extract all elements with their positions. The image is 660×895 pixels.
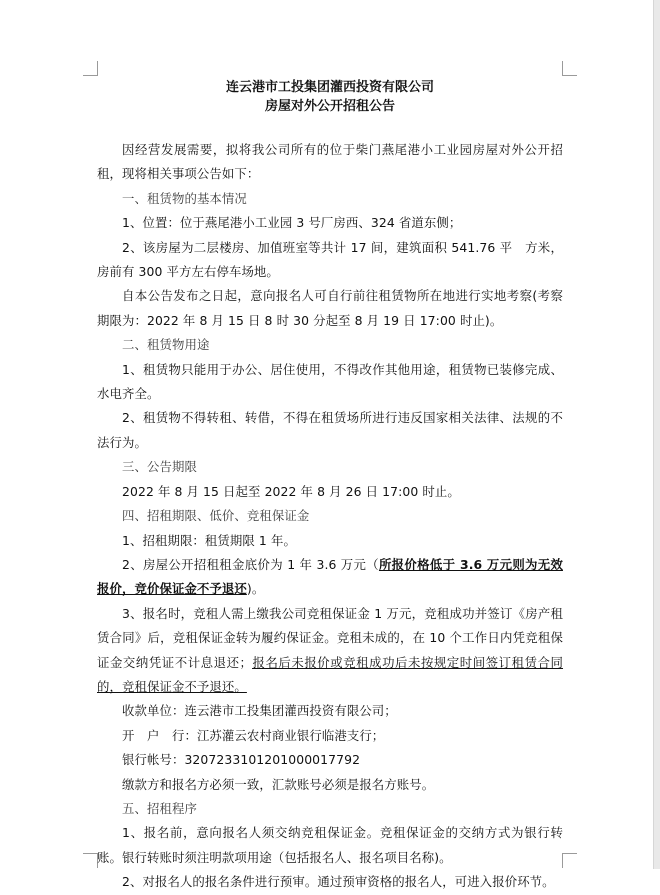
document-body <box>97 138 563 895</box>
text-run: 3、报名时，竞租人需上缴我公司竞租保证金 1 万元，竞租成功并签订《房产租赁合同》后，竞租保证金转为履约保证金。竞租未成的，在 10 个工作日内凭竞租保证金交纳凭证不计息退还； <box>97 605 563 670</box>
text-run: 一、租赁物的基本情况 <box>122 190 247 206</box>
section-heading <box>97 797 563 821</box>
paragraph <box>97 138 563 187</box>
text-run: 2、房屋公开招租租金底价为 1 年 3.6 万元（ <box>122 556 379 572</box>
text-run: 2、租赁物不得转租、转借，不得在租赁场所进行违反国家相关法律、法规的不法行为。 <box>97 410 563 450</box>
text-run: 收款单位：连云港市工投集团灌西投资有限公司； <box>122 703 397 719</box>
document-title-notice: 房屋对外公开招租公告 <box>264 99 395 114</box>
section-heading <box>97 187 563 211</box>
margin-corner-mark <box>83 853 98 868</box>
paragraph <box>97 480 563 504</box>
emphasized-text: 所报价格低于 3.6 万元则为无效报价，竞价保证金不予退还 <box>97 556 563 597</box>
section-heading <box>97 504 563 528</box>
margin-corner-mark <box>562 853 577 868</box>
paragraph <box>97 358 563 407</box>
section-heading <box>97 455 563 479</box>
paragraph <box>97 773 563 797</box>
paragraph <box>97 724 563 748</box>
paragraph <box>97 870 563 894</box>
paragraph <box>97 602 563 700</box>
emphasized-text: 报名后未报价或竞租成功后未按规定时间签订租赁合同的，竞租保证金不予退还。 <box>97 654 564 694</box>
text-run: 2022 年 8 月 15 日起至 2022 年 8 月 26 日 17:00 时止。 <box>122 483 460 499</box>
page-edge <box>653 0 660 869</box>
text-run: 三、公告期限 <box>122 459 197 475</box>
paragraph <box>97 748 563 772</box>
text-run: 2、对报名人的报名条件进行预审。通过预审资格的报名人，可进入报价环节。 <box>122 874 555 890</box>
paragraph <box>97 284 563 333</box>
paragraph <box>97 529 563 553</box>
text-run: 1、位置：位于燕尾港小工业园 3 号厂房西、324 省道东侧； <box>122 215 462 231</box>
paragraph <box>97 236 563 285</box>
margin-corner-mark <box>83 61 98 76</box>
text-run: 二、租赁物用途 <box>122 337 210 353</box>
text-run: 1、租赁物只能用于办公、居住使用，不得改作其他用途，租赁物已装修完成、水电齐全。 <box>97 361 563 402</box>
document-page <box>97 78 563 895</box>
document-title-company: 连云港市工投集团灌西投资有限公司 <box>225 80 434 95</box>
text-run: 银行帐号：3207233101201000017792 <box>122 752 361 768</box>
paragraph <box>97 699 563 723</box>
paragraph <box>97 553 563 602</box>
paragraph <box>97 821 563 870</box>
paragraph <box>97 211 563 235</box>
text-run: 四、招租期限、低价、竞租保证金 <box>122 508 310 524</box>
text-run: 1、招租期限：租赁期限 1 年。 <box>122 532 296 548</box>
text-run: )。 <box>246 581 265 597</box>
text-run: 2、该房屋为二层楼房、加值班室等共计 17 间，建筑面积 541.76 平 方米，房前有 300 平方左右停车场地。 <box>97 239 563 280</box>
text-run: 开 户 行：江苏灌云农村商业银行临港支行； <box>122 727 385 743</box>
margin-corner-mark <box>562 61 577 76</box>
section-heading <box>97 333 563 357</box>
text-run: 1、报名前，意向报名人须交纳竞租保证金。竞租保证金的交纳方式为银行转账。银行转账时须注明款项用途（包括报名人、报名项目名称)。 <box>97 825 563 865</box>
text-run: 自本公告发布之日起，意向报名人可自行前往租赁物所在地进行实地考察(考察期限为：2022 年 8 月 15 日 8 时 30 分起至 8 月 19 日 17:00 时止)。 <box>97 288 563 328</box>
text-run: 五、招租程序 <box>122 800 197 816</box>
text-run: 因经营发展需要，拟将我公司所有的位于柴门燕尾港小工业园房屋对外公开招租，现将相关事项公告如下： <box>97 142 563 182</box>
text-run: 缴款方和报名方必须一致，汇款账号必须是报名方账号。 <box>122 776 435 792</box>
paragraph <box>97 406 563 455</box>
